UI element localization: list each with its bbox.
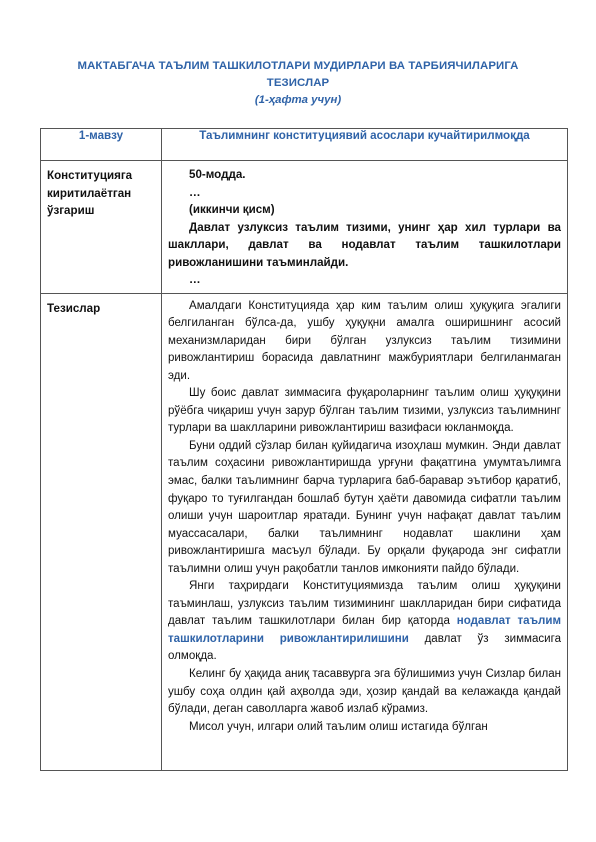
topic-label: 1-мавзу bbox=[78, 129, 124, 142]
topic-title-cell bbox=[162, 129, 568, 161]
topic-label-cell bbox=[41, 129, 162, 161]
document-title-line1: МАКТАБГАЧА ТАЪЛИМ ТАШКИЛОТЛАРИ МУДИРЛАРИ ВА ТАРБИЯЧИЛАРИГА bbox=[77, 60, 519, 72]
change-label-line: ўзгариш bbox=[47, 204, 95, 217]
theses-text-cell bbox=[162, 293, 568, 770]
article-part: (иккинчи қисм) bbox=[189, 203, 275, 216]
paragraph-text: давлат ўз зиммасига олмоқда. bbox=[168, 632, 561, 663]
theses-paragraph: Буни оддий сўзлар билан қуйидагича изоҳлаш мумкин. Энди давлат таълим соҳасини ривожлантиришда урғуни фақатгина умумтаълимга эмас, балки таълимнинг барча турларига баб-баравар эътибор қаратиб, фуқаро то туғилгандан бошлаб бутун ҳаёти давомида сифатли таълим олиши учун шароитлар яратади. Бунинг учун нафақат давлат таълим муассасалари, балки таълимнинг нодавлат шаклини ҳам ривожлантиришга масъул бўлади. Бу орқали фуқарода энг сифатли таълимни олиш учун рақобатли танлов имконияти пайдо бўлади. bbox=[168, 439, 561, 575]
theses-paragraph: Шу боис давлат зиммасига фуқароларнинг таълим олиш ҳуқуқини рўёбга чиқариш учун зарур бўлган таълим тизими, узлуксиз таълимнинг турлари ва шаклларини ривожлантириш вазифаси юкланмоқда. bbox=[168, 387, 561, 435]
paragraph-text: Янги таҳрирдаги Конституциямизда таълим олиш ҳуқуқини таъминлаш, узлуксиз таълим тизимининг шаклларидан бири сифатида давлат таълим ташкилотлари билан бир қаторда bbox=[168, 580, 561, 628]
change-label-line: Конституцияга bbox=[47, 169, 133, 182]
document-subtitle: (1-ҳафта учун) bbox=[254, 94, 342, 106]
theses-paragraph: Келинг бу ҳақида аниқ тасаввурга эга бўлишимиз учун Сизлар билан ушбу соҳа олдин қай аҳволда эди, ҳозир қандай ва келажакда қандай бўлади, деган саволларга жавоб излаб кўрамиз. bbox=[168, 667, 561, 716]
article-cell bbox=[162, 161, 568, 294]
document-title-line2: ТЕЗИСЛАР bbox=[266, 77, 330, 89]
theses-label: Тезислар bbox=[47, 301, 101, 315]
topic-title: Таълимнинг конституциявий асослари кучайтирилмоқда bbox=[199, 129, 530, 142]
document-header bbox=[40, 58, 556, 108]
article-number: 50-модда. bbox=[189, 168, 246, 181]
change-label-cell bbox=[41, 161, 162, 294]
theses-label-cell bbox=[41, 293, 162, 770]
change-label-line: киритилаётган bbox=[47, 186, 132, 200]
article-text: Давлат узлуксиз таълим тизими, унинг ҳар хил турлари ва шакллари, давлат ва нодавлат таълим ташкилотлари ривожланишини таъминлайди. bbox=[168, 220, 561, 269]
article-ellipsis: … bbox=[189, 273, 201, 286]
theses-paragraph: Мисол учун, илгари олий таълим олиш истагида бўлган bbox=[189, 720, 488, 733]
table-row bbox=[41, 161, 568, 294]
article-ellipsis: … bbox=[189, 185, 201, 199]
theses-paragraph: Амалдаги Конституцияда ҳар ким таълим олиш ҳуқуқига эгалиги белгиланган бўлса-да, ушбу ҳуқуқни амалга оширишнинг асосий механизмларидан бири бўлган узлуксиз таълим тизимини ривожлантириш борасида давлатнинг мажбуриятлари белгиланмаган эди. bbox=[168, 299, 561, 382]
table-row bbox=[41, 293, 568, 770]
theses-paragraph bbox=[168, 578, 561, 666]
theses-table bbox=[40, 128, 568, 771]
table-header-row bbox=[41, 129, 568, 161]
highlighted-phrase: нодавлат таълим ташкилотларини ривожлантирилишини bbox=[168, 615, 561, 645]
